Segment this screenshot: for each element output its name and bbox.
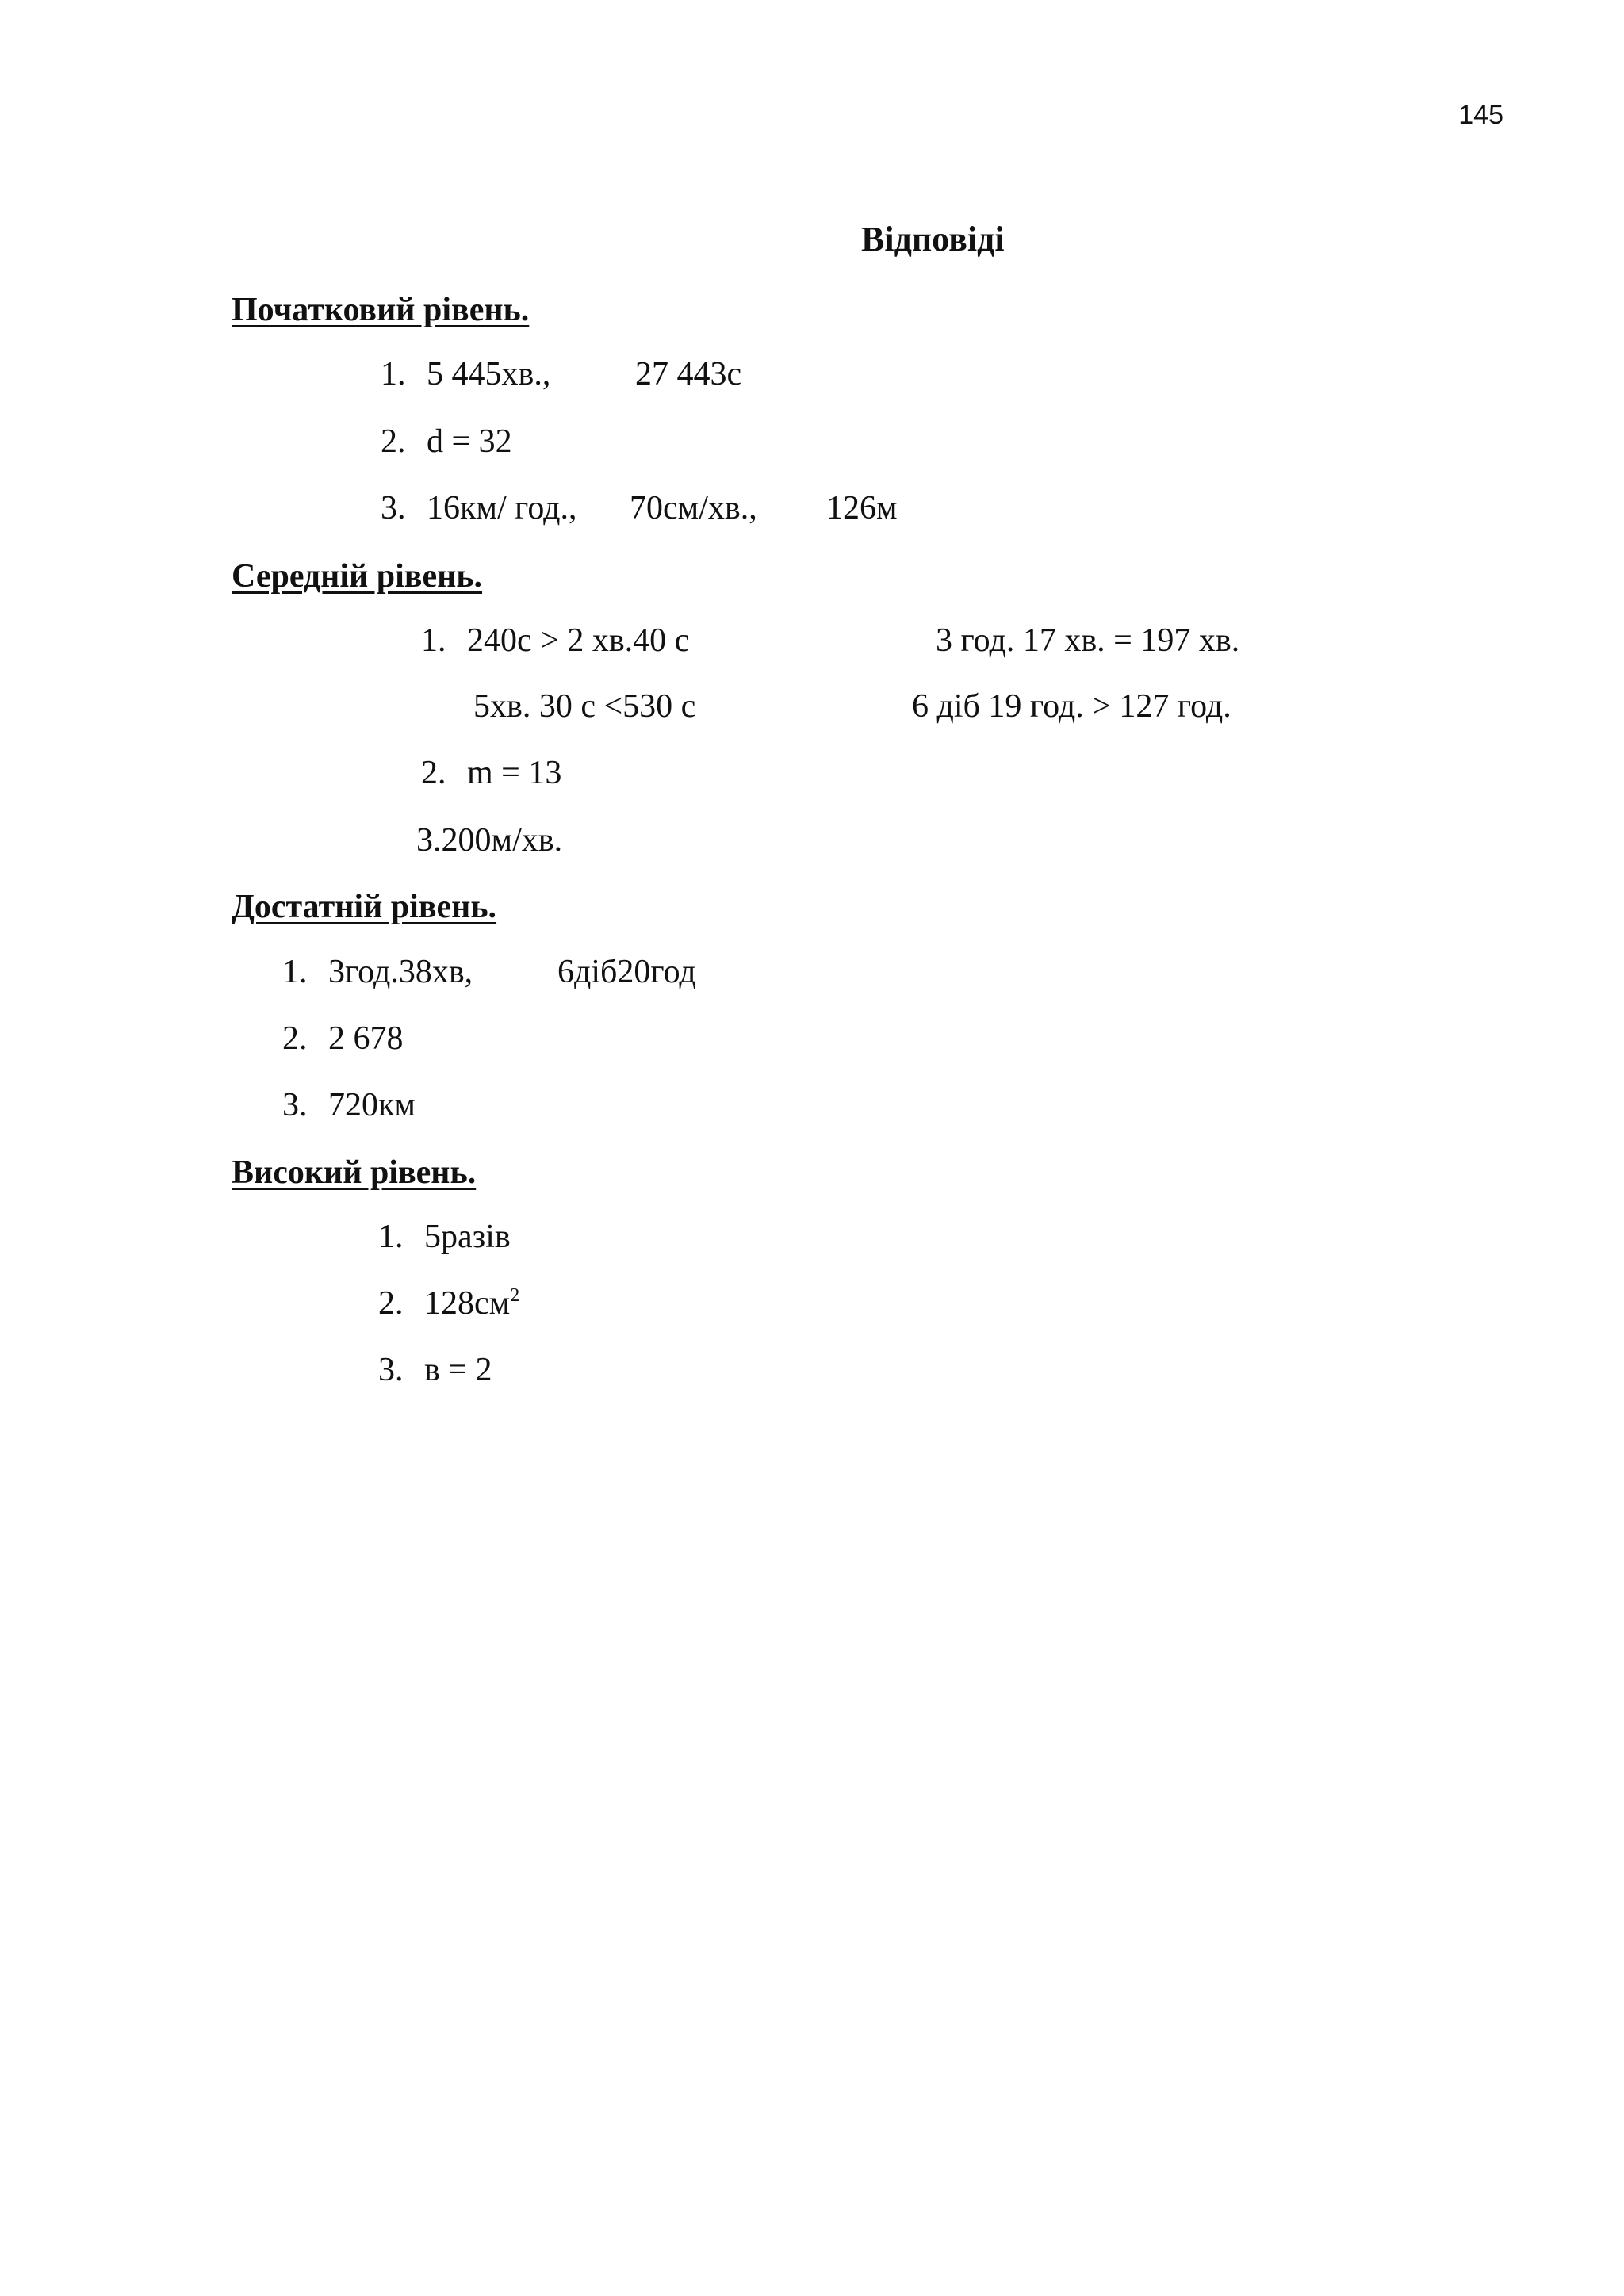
list-item xyxy=(381,492,577,525)
section-heading-initial: Початковий рівень. xyxy=(232,292,530,328)
answer-text: 5 445хв., xyxy=(427,356,551,392)
list-item xyxy=(421,624,689,657)
answer-text: d = 32 xyxy=(427,423,512,460)
answer-text: в = 2 xyxy=(424,1352,492,1388)
list-number: 1. xyxy=(282,954,308,990)
list-item xyxy=(378,1220,511,1253)
list-item xyxy=(381,425,512,458)
list-number: 1. xyxy=(378,1219,404,1255)
superscript: 2 xyxy=(510,1285,520,1306)
list-number: 3. xyxy=(381,490,406,526)
list-number: 3. xyxy=(282,1087,308,1123)
answer-text: 16км/ год., xyxy=(427,490,577,526)
answer-text: 3.200м/хв. xyxy=(416,822,563,859)
section-heading-intermediate: Середній рівень. xyxy=(232,558,483,595)
list-number: 1. xyxy=(421,622,446,659)
list-number: 2. xyxy=(282,1020,308,1057)
list-item xyxy=(282,1022,404,1055)
section-heading-high: Високий рівень. xyxy=(232,1154,477,1191)
list-number: 1. xyxy=(381,356,406,392)
answer-text: m = 13 xyxy=(467,755,562,791)
page-number: 145 xyxy=(1458,100,1503,130)
list-number: 2. xyxy=(378,1285,404,1322)
list-item xyxy=(282,955,473,989)
answer-text: 128см xyxy=(424,1285,511,1322)
list-item xyxy=(282,1089,416,1122)
answer-text: 5хв. 30 с <530 с xyxy=(473,688,696,725)
list-item xyxy=(421,756,561,790)
page-title: Відповіді xyxy=(861,220,1005,258)
answer-text: 126м xyxy=(826,490,898,526)
list-number: 3. xyxy=(378,1352,404,1388)
list-item xyxy=(381,358,550,391)
answer-text: 5разів xyxy=(424,1219,511,1255)
answer-text: 3год.38хв, xyxy=(328,954,473,990)
list-item xyxy=(378,1353,492,1387)
answer-text: 27 443с xyxy=(635,356,742,392)
answer-text: 70см/хв., xyxy=(630,490,757,526)
answer-text: 6 діб 19 год. > 127 год. xyxy=(912,688,1231,725)
answer-text: 3 год. 17 хв. = 197 хв. xyxy=(936,622,1240,659)
section-heading-sufficient: Достатній рівень. xyxy=(232,889,497,925)
answer-text: 240с > 2 хв.40 с xyxy=(467,622,690,659)
list-number: 2. xyxy=(421,755,446,791)
list-number: 2. xyxy=(381,423,406,460)
answer-text: 2 678 xyxy=(328,1020,404,1057)
list-item xyxy=(378,1287,519,1320)
answer-text: 6діб20год xyxy=(557,954,696,990)
answer-text: 720км xyxy=(328,1087,416,1123)
